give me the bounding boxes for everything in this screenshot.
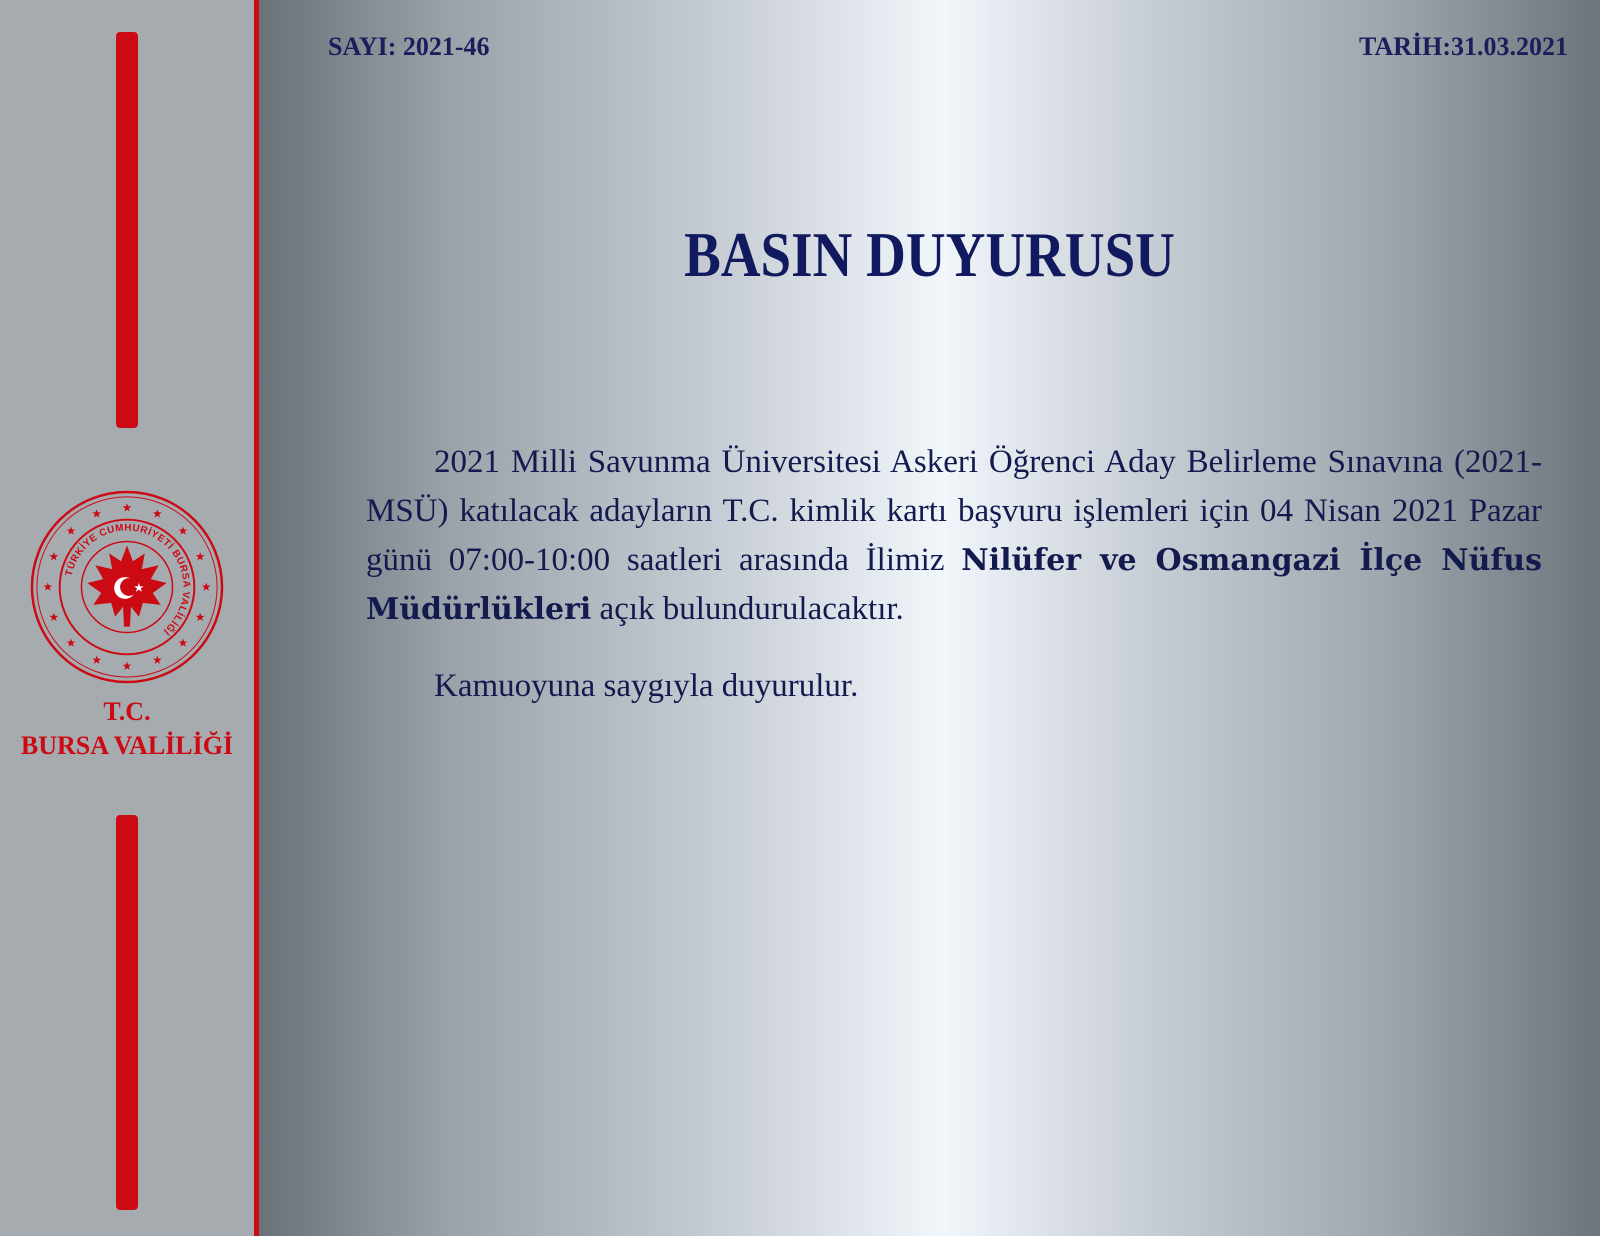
emblem-star-icon — [43, 582, 52, 590]
document-date: TARİH:31.03.2021 — [1359, 32, 1568, 61]
institution-line-bursa: BURSA VALİLİĞİ — [20, 731, 234, 760]
top-red-stripe — [116, 32, 138, 428]
emblem-star-icon — [49, 552, 58, 560]
emblem-star-icon — [196, 613, 205, 621]
bottom-red-stripe — [116, 815, 138, 1210]
institution-name — [0, 695, 254, 763]
emblem-star-icon — [202, 582, 211, 590]
emblem-star-icon — [196, 552, 205, 560]
page-title: BASIN DUYURUSU — [684, 219, 1175, 290]
announcement-paragraph — [366, 438, 1542, 634]
emblem-star-icon — [92, 656, 101, 664]
paragraph-text-end: açık bulundurulacaktır. — [591, 591, 904, 627]
institution-line-tc: T.C. — [103, 697, 151, 726]
emblem-ring-text: TÜRKİYE CUMHURİYETİ BURSA VALİLİĞİ — [63, 522, 192, 637]
emblem-star-icon — [67, 638, 76, 646]
announcement-body — [366, 438, 1542, 711]
document-number: SAYI: 2021-46 — [328, 32, 490, 61]
paragraph-text-start: 2021 Milli Savunma Üniversitesi Askeri Öğrenci Aday Belirleme Sınavına (2021-MSÜ) katılacak adayların T.C. kimlik kartı başvuru işlemleri için 04 Nisan 2021 Pazar günü 07:00-10:00 saatleri arasında İlimiz — [366, 444, 1542, 578]
emblem-star-icon — [153, 509, 162, 517]
emblem-star-icon — [179, 526, 188, 534]
highlighted-offices: Nilüfer ve Osmangazi İlçe Nüfus Müdürlükleri — [366, 543, 1542, 627]
closing-line: Kamuoyuna saygıyla duyurulur. — [434, 668, 859, 704]
emblem-star-icon — [49, 613, 58, 621]
emblem-star-icon — [67, 526, 76, 534]
bursa-valiligi-emblem-icon — [28, 488, 226, 686]
emblem-star-icon — [123, 503, 132, 511]
emblem-star-icon — [123, 662, 132, 670]
emblem-star-icon — [179, 638, 188, 646]
emblem-star-icon — [153, 656, 162, 664]
sidebar — [0, 0, 254, 1236]
emblem-star-icon — [92, 509, 101, 517]
